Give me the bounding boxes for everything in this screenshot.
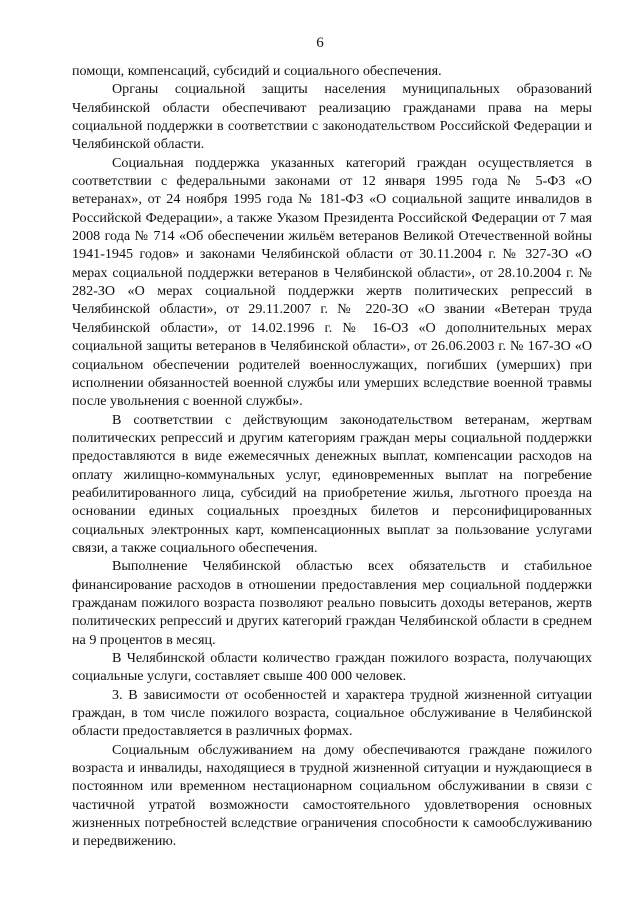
paragraph: В соответствии с действующим законодательством ветеранам, жертвам политических репрессий и другим категориям граждан меры социальной поддержки предоставляются в виде ежемесячных денежных выплат, компенсации расходов на оплату жилищно-коммунальных услуг, единовременных выплат на погребение реабилитированного лица, субсидий на приобретение жилья, льготного проезда на основании единых социальных проездных билетов и персонифицированных социальных электронных карт, компенсационных выплат за пользование услугами связи, а также социального обеспечения. <box>72 411 592 556</box>
paragraph: Социальная поддержка указанных категорий граждан осуществляется в соответствии с федеральными законами от 12 января 1995 года № 5-ФЗ «О ветеранах», от 24 ноября 1995 года № 181-ФЗ «О социальной защите инвалидов в Российской Федерации», а также Указом Президента Российской Федерации от 7 мая 2008 года № 714 «Об обеспечении жильём ветеранов Великой Отечественной войны 1941-1945 годов» и законами Челябинской области от 30.11.2004 г. № 327-ЗО «О мерах социальной поддержки ветеранов в Челябинской области», от 28.10.2004 г. № 282-ЗО «О мерах социальной поддержки жертв политических репрессий в Челябинской области», от 29.11.2007 г. № 220-ЗО «О звании «Ветеран труда Челябинской области», от 14.02.1996 г. № 16-ОЗ «О дополнительных мерах социальной защиты ветеранов в Челябинской области», от 26.06.2003 г. № 167-ЗО «О социальном обеспечении родителей военнослужащих, погибших (умерших) при исполнении обязанностей военной службы или умерших вследствие военной травмы после увольнения с военной службы». <box>72 154 592 410</box>
paragraph: Выполнение Челябинской областью всех обязательств и стабильное финансирование расходов в отношении предоставления мер социальной поддержки гражданам пожилого возраста позволяют реально повысить доходы ветеранов, жертв политических репрессий и других категорий граждан Челябинской области в среднем на 9 процентов в месяц. <box>72 558 592 648</box>
page-number: 6 <box>316 35 324 51</box>
paragraph: В Челябинской области количество граждан пожилого возраста, получающих социальные услуги, составляет свыше 400 000 человек. <box>72 650 592 685</box>
paragraph: помощи, компенсаций, субсидий и социального обеспечения. <box>72 63 442 79</box>
document-body <box>72 62 592 851</box>
paragraph: Органы социальной защиты населения муниципальных образований Челябинской области обеспечивают реализацию гражданами права на меры социальной поддержки в соответствии с законодательством Российской Федерации и Челябинской области. <box>72 81 592 153</box>
paragraph: 3. В зависимости от особенностей и характера трудной жизненной ситуации граждан, в том числе пожилого возраста, социальное обслуживание в Челябинской области предоставляется в различных формах. <box>72 686 592 740</box>
paragraph: Социальным обслуживанием на дому обеспечиваются граждане пожилого возраста и инвалиды, находящиеся в трудной жизненной ситуации и нуждающиеся в постоянном или временном нестационарном социальном обслуживании в связи с частичной утратой возможности самостоятельного удовлетворения основных жизненных потребностей вследствие ограничения способности к самообслуживанию и передвижению. <box>72 741 592 850</box>
